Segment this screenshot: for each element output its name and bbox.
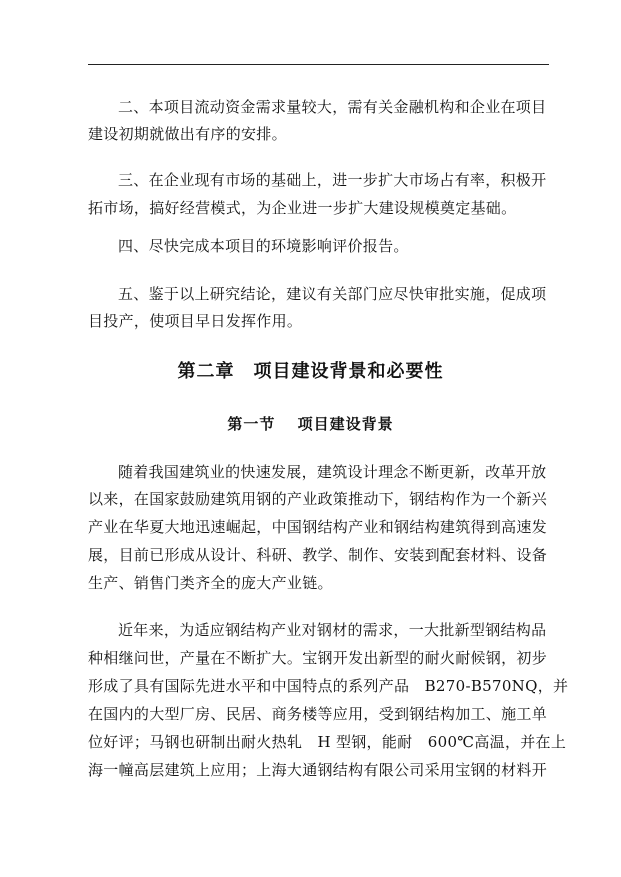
paragraph-line: 建设初期就做出有序的安排。 — [88, 125, 287, 143]
paragraph-line: 以来，在国家鼓励建筑用钢的产业政策推动下，钢结构作为一个新兴 — [88, 490, 548, 508]
paragraph-line: 海一幢高层建筑上应用；上海大通钢结构有限公司采用宝钢的材料开 — [88, 761, 548, 779]
paragraph-line: 二、本项目流动资金需求量较大，需有关金融机构和企业在项目 — [118, 98, 547, 116]
section-title: 第一节 项目建设背景 — [227, 415, 394, 433]
paragraph-line: 展，目前已形成从设计、科研、教学、制作、安装到配套材料、设备 — [88, 546, 548, 564]
paragraph-line: 四、尽快完成本项目的环境影响评价报告。 — [118, 237, 409, 255]
paragraph-line: 随着我国建筑业的快速发展，建筑设计理念不断更新，改革开放 — [118, 463, 547, 481]
paragraph-line: 种相继问世，产量在不断扩大。宝钢开发出新型的耐火耐候钢，初步 — [88, 649, 548, 667]
paragraph-line: 形成了具有国际先进水平和中国特点的系列产品 B270-B570NQ，并 — [88, 677, 569, 695]
paragraph-line: 目投产，使项目早日发挥作用。 — [88, 312, 303, 330]
paragraph-line: 产业在华夏大地迅速崛起，中国钢结构产业和钢结构建筑得到高速发 — [88, 518, 548, 536]
paragraph-line: 位好评；马钢也研制出耐火热轧 H 型钢，能耐 600℃高温，并在上 — [88, 733, 567, 751]
paragraph-line: 生产、销售门类齐全的庞大产业链。 — [88, 574, 333, 592]
paragraph-line: 拓市场，搞好经营模式，为企业进一步扩大建设规模奠定基础。 — [88, 199, 517, 217]
header-rule — [88, 64, 549, 65]
paragraph-line: 近年来，为适应钢结构产业对钢材的需求，一大批新型钢结构品 — [118, 621, 547, 639]
chapter-title: 第二章 项目建设背景和必要性 — [177, 361, 444, 382]
paragraph-line: 在国内的大型厂房、民居、商务楼等应用，受到钢结构加工、施工单 — [88, 705, 548, 723]
paragraph-line: 五、鉴于以上研究结论，建议有关部门应尽快审批实施，促成项 — [118, 285, 547, 303]
paragraph-line: 三、在企业现有市场的基础上，进一步扩大市场占有率，积极开 — [118, 171, 547, 189]
